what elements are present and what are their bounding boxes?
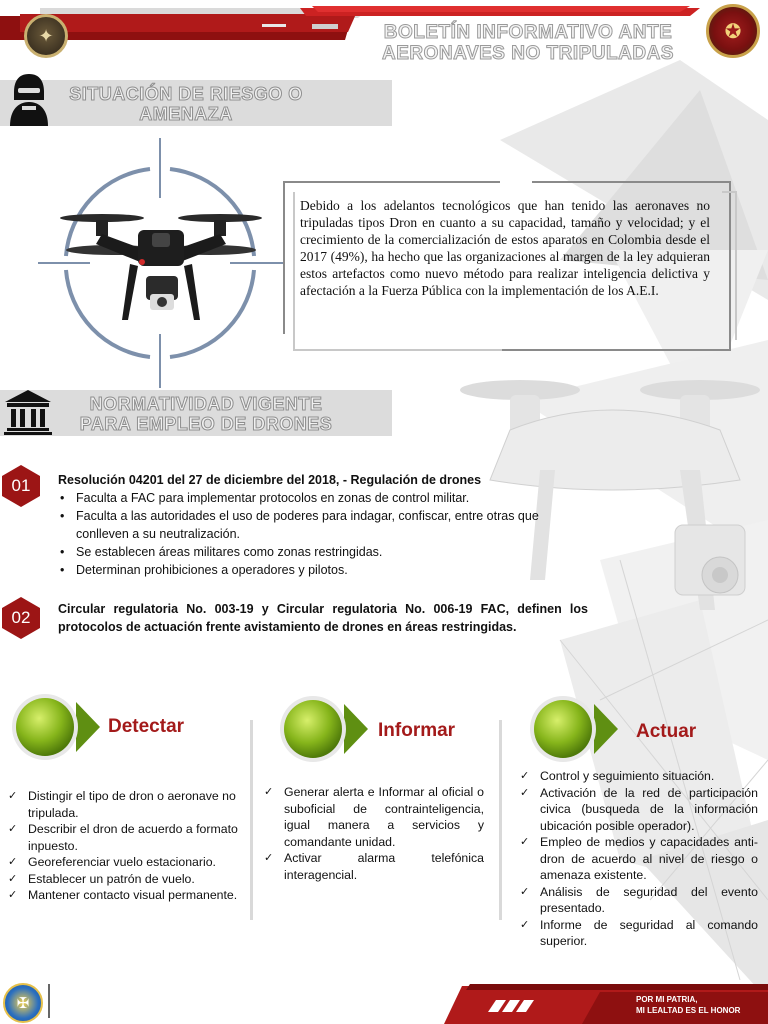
regulation-title: Resolución 04201 del 27 de diciembre del 2018, - Regulación de drones — [58, 473, 482, 487]
step-title-act: Actuar — [636, 721, 697, 742]
green-ball-arrow-icon — [10, 692, 102, 762]
green-ball-arrow-icon — [278, 694, 370, 764]
list-item: • Faculta a las autoridades el uso de poderes para indagar, confiscar, entre otras que conlleven a su neutralización. — [58, 507, 588, 543]
list-item: ✓ Georeferenciar vuelo estacionario. — [6, 854, 250, 871]
regulation-section-title: NORMATIVIDAD VIGENTE PARA EMPLEO DE DRONES — [79, 394, 333, 434]
list-item: ✓ Generar alerta e Informar al oficial o suboficial de contrainteligencia, igual manera a servicios y comandante unidad. — [262, 784, 484, 850]
list-item: ✓ Establecer un patrón de vuelo. — [6, 871, 250, 888]
detect-step-list — [6, 788, 250, 904]
risk-description-text: Debido a los adelantos tecnológicos que han tenido las aeronaves no tripuladas tipos Dron en cuanto a su capacidad, tamaño y velocidad; y el crecimiento de la comercialización de estos aparatos en Colombia desde el 2017 (49%), ha hecho que las organizaciones al margen de la ley adquieran estos artefactos como nuevo método para realizar inteligencia delictiva y afectación a la Fuerza Pública con la implementación de los A.E.I. — [300, 198, 710, 298]
step-title-inform: Informar — [378, 720, 456, 741]
list-item: • Determinan prohibiciones a operadores y pilotos. — [58, 561, 588, 579]
regulation-item-list — [58, 489, 588, 579]
green-ball-arrow-icon — [528, 694, 620, 764]
act-step-list — [518, 768, 758, 950]
list-item: ✓ Describir el dron de acuerdo a formato inpuesto. — [6, 821, 250, 854]
regulation-title: Circular regulatoria No. 003-19 y Circular regulatoria No. 006-19 FAC, definen los protocolos de actuación frente avistamiento de drones en áreas restringidas. — [58, 602, 588, 634]
inform-step-list — [262, 784, 484, 883]
crosshair-drone-image — [30, 138, 290, 388]
eagle-emblem-icon: ✦ — [24, 14, 68, 58]
list-item: ✓ Activación de la red de participación civica (busqueda de la información ubicación posible operador). — [518, 785, 758, 835]
regulation-number-badge: 01 — [1, 464, 41, 508]
list-item: ✓ Mantener contacto visual permanente. — [6, 887, 250, 904]
courthouse-icon — [3, 388, 53, 436]
list-item: ✓ Análisis de seguridad del evento presentado. — [518, 884, 758, 917]
column-divider — [499, 720, 502, 920]
hooded-figure-icon — [6, 72, 52, 128]
footer-divider — [48, 984, 50, 1018]
regulation-block — [58, 600, 588, 636]
regulation-block — [58, 471, 588, 579]
step-title-detect: Detectar — [108, 716, 185, 737]
military-seal-icon: ✪ — [706, 4, 760, 58]
list-item: • Faculta a FAC para implementar protocolos en zonas de control militar. — [58, 489, 588, 507]
list-item: ✓ Empleo de medios y capacidades anti-dron de acuerdo al nivel de riesgo o amenaza existente. — [518, 834, 758, 884]
list-item: ✓ Control y seguimiento situación. — [518, 768, 758, 785]
footer-motto: POR MI PATRIA, MI LEALTAD ES EL HONOR — [636, 995, 741, 1015]
list-item: ✓ Distingir el tipo de dron o aeronave no tripulada. — [6, 788, 250, 821]
column-divider — [250, 720, 253, 920]
list-item: • Se establecen áreas militares como zonas restringidas. — [58, 543, 588, 561]
regulation-number-badge: 02 — [1, 596, 41, 640]
shield-emblem-icon: ✠ — [3, 983, 43, 1023]
list-item: ✓ Activar alarma telefónica interagencial. — [262, 850, 484, 883]
risk-section-title: SITUACIÓN DE RIESGO O AMENAZA — [69, 84, 303, 124]
list-item: ✓ Informe de seguridad al comando superior. — [518, 917, 758, 950]
bulletin-title: BOLETÍN INFORMATIVO ANTE AERONAVES NO TRIPULADAS — [382, 22, 674, 64]
